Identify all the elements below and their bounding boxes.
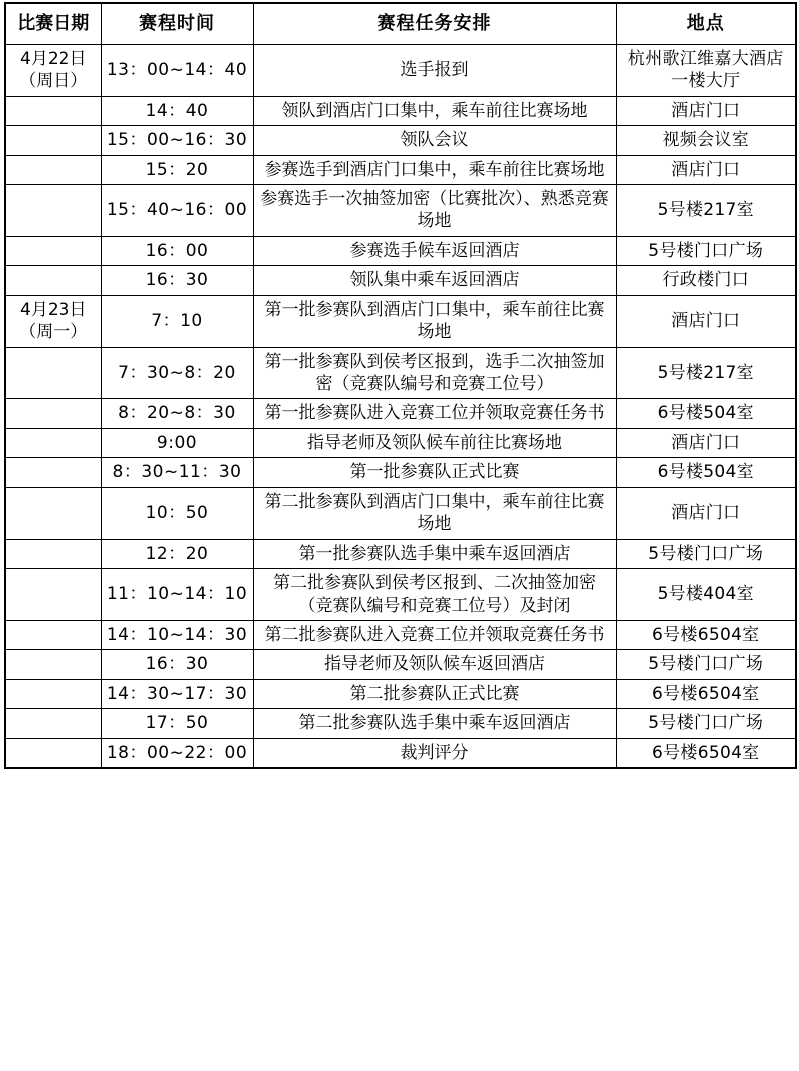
- table-row: [5, 295, 796, 347]
- cell-time: 8：30~11：30: [101, 458, 253, 487]
- cell-place: 5号楼门口广场: [616, 539, 796, 568]
- table-row: [5, 399, 796, 428]
- cell-date: [5, 709, 101, 738]
- cell-place: 6号楼6504室: [616, 679, 796, 708]
- cell-task: 裁判评分: [253, 738, 616, 768]
- cell-task: 第一批参赛队到酒店门口集中，乘车前往比赛场地: [253, 295, 616, 347]
- cell-place: 6号楼504室: [616, 458, 796, 487]
- cell-place: 行政楼门口: [616, 266, 796, 295]
- cell-task: 第一批参赛队到侯考区报到，选手二次抽签加密（竞赛队编号和竞赛工位号）: [253, 347, 616, 399]
- cell-time: 11：10~14：10: [101, 569, 253, 621]
- cell-place: 5号楼门口广场: [616, 236, 796, 265]
- cell-time: 14：40: [101, 96, 253, 125]
- table-row: [5, 679, 796, 708]
- cell-task: 领队到酒店门口集中，乘车前往比赛场地: [253, 96, 616, 125]
- cell-task: 第一批参赛队进入竞赛工位并领取竞赛任务书: [253, 399, 616, 428]
- table-row: [5, 184, 796, 236]
- cell-time: 7：10: [101, 295, 253, 347]
- cell-task: 参赛选手候车返回酒店: [253, 236, 616, 265]
- cell-time: 15：40~16：00: [101, 184, 253, 236]
- cell-place: 酒店门口: [616, 428, 796, 457]
- cell-date: [5, 679, 101, 708]
- cell-place: 5号楼217室: [616, 347, 796, 399]
- cell-task: 参赛选手到酒店门口集中，乘车前往比赛场地: [253, 155, 616, 184]
- cell-time: 17：50: [101, 709, 253, 738]
- cell-task: 选手报到: [253, 44, 616, 96]
- table-row: [5, 738, 796, 768]
- cell-time: 14：30~17：30: [101, 679, 253, 708]
- cell-task: 第二批参赛队正式比赛: [253, 679, 616, 708]
- cell-task: 指导老师及领队候车前往比赛场地: [253, 428, 616, 457]
- cell-time: 12：20: [101, 539, 253, 568]
- cell-date: [5, 347, 101, 399]
- cell-task: 第一批参赛队正式比赛: [253, 458, 616, 487]
- cell-time: 9:00: [101, 428, 253, 457]
- table-row: [5, 126, 796, 155]
- cell-time: 15：00~16：30: [101, 126, 253, 155]
- cell-date: [5, 458, 101, 487]
- cell-place: 酒店门口: [616, 295, 796, 347]
- cell-date: [5, 236, 101, 265]
- cell-place: 6号楼6504室: [616, 620, 796, 649]
- table-row: [5, 236, 796, 265]
- cell-task: 第二批参赛队到酒店门口集中，乘车前往比赛场地: [253, 487, 616, 539]
- cell-place: 5号楼217室: [616, 184, 796, 236]
- cell-time: 10：50: [101, 487, 253, 539]
- cell-date: [5, 155, 101, 184]
- table-row: [5, 539, 796, 568]
- column-header-date: 比赛日期: [5, 3, 101, 44]
- cell-time: 16：30: [101, 266, 253, 295]
- cell-task: 第二批参赛队进入竞赛工位并领取竞赛任务书: [253, 620, 616, 649]
- cell-date: [5, 96, 101, 125]
- cell-date: [5, 428, 101, 457]
- table-body: [5, 44, 796, 768]
- cell-place: 6号楼504室: [616, 399, 796, 428]
- cell-place: 6号楼6504室: [616, 738, 796, 768]
- cell-place: 5号楼404室: [616, 569, 796, 621]
- cell-date: [5, 650, 101, 679]
- cell-place: 酒店门口: [616, 155, 796, 184]
- table-row: [5, 569, 796, 621]
- schedule-document: [0, 2, 799, 769]
- table-row: [5, 709, 796, 738]
- table-row: [5, 347, 796, 399]
- cell-date: [5, 569, 101, 621]
- cell-place: 5号楼门口广场: [616, 650, 796, 679]
- cell-task: 第二批参赛队选手集中乘车返回酒店: [253, 709, 616, 738]
- table-row: [5, 620, 796, 649]
- cell-place: 杭州歌江维嘉大酒店一楼大厅: [616, 44, 796, 96]
- cell-task: 领队会议: [253, 126, 616, 155]
- cell-task: 指导老师及领队候车返回酒店: [253, 650, 616, 679]
- cell-date: [5, 487, 101, 539]
- table-header: [5, 3, 796, 44]
- table-row: [5, 428, 796, 457]
- cell-task: 第二批参赛队到侯考区报到、二次抽签加密（竞赛队编号和竞赛工位号）及封闭: [253, 569, 616, 621]
- cell-time: 16：00: [101, 236, 253, 265]
- table-row: [5, 96, 796, 125]
- cell-date: [5, 539, 101, 568]
- cell-date: 4月22日 （周日）: [5, 44, 101, 96]
- cell-date: [5, 266, 101, 295]
- cell-place: 酒店门口: [616, 96, 796, 125]
- table-row: [5, 44, 796, 96]
- table-row: [5, 650, 796, 679]
- cell-time: 15：20: [101, 155, 253, 184]
- cell-date: [5, 184, 101, 236]
- cell-task: 第一批参赛队选手集中乘车返回酒店: [253, 539, 616, 568]
- cell-date: [5, 399, 101, 428]
- column-header-task: 赛程任务安排: [253, 3, 616, 44]
- cell-date: 4月23日 （周一）: [5, 295, 101, 347]
- table-row: [5, 155, 796, 184]
- cell-time: 18：00~22：00: [101, 738, 253, 768]
- table-row: [5, 487, 796, 539]
- table-header-row: [5, 3, 796, 44]
- cell-time: 13：00~14：40: [101, 44, 253, 96]
- cell-place: 视频会议室: [616, 126, 796, 155]
- cell-time: 16：30: [101, 650, 253, 679]
- cell-date: [5, 126, 101, 155]
- table-row: [5, 458, 796, 487]
- cell-date: [5, 738, 101, 768]
- column-header-place: 地点: [616, 3, 796, 44]
- column-header-time: 赛程时间: [101, 3, 253, 44]
- cell-time: 14：10~14：30: [101, 620, 253, 649]
- cell-date: [5, 620, 101, 649]
- cell-task: 参赛选手一次抽签加密（比赛批次）、熟悉竞赛场地: [253, 184, 616, 236]
- cell-time: 8：20~8：30: [101, 399, 253, 428]
- schedule-table: [4, 2, 797, 769]
- cell-task: 领队集中乘车返回酒店: [253, 266, 616, 295]
- cell-place: 酒店门口: [616, 487, 796, 539]
- cell-time: 7：30~8：20: [101, 347, 253, 399]
- table-row: [5, 266, 796, 295]
- cell-place: 5号楼门口广场: [616, 709, 796, 738]
